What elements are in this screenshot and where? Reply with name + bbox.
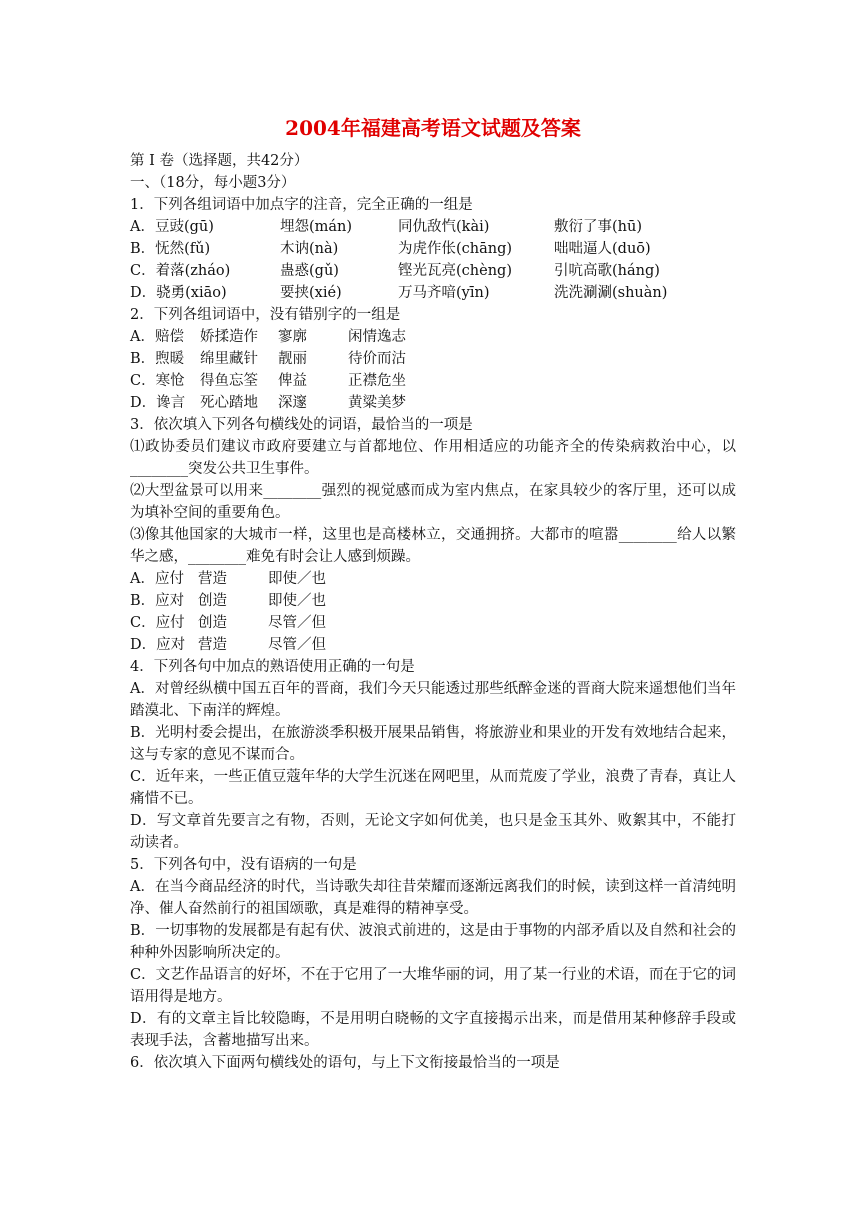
q2-option-row: A．赔偿 娇揉造作 寥廓 闲情逸志 — [130, 329, 406, 345]
q2-option-row: D．谗言 死心踏地 深邃 黄粱美梦 — [130, 395, 406, 411]
q3-sentence-1: ⑴政协委员们建议市政府要建立与首都地位、作用相适应的功能齐全的传染病救治中心，以________突发公共卫生事件。 — [130, 439, 736, 477]
q1-option-row: A．豆豉(gū) 埋怨(mán) 同仇敌忾(kài) 敷衍了事(hū) — [130, 219, 642, 235]
q4-option-c: C．近年来，一些正值豆蔻年华的大学生沉迷在网吧里，从而荒废了学业，浪费了青春，真让人痛惜不已。 — [130, 769, 736, 807]
question-2: 2．下列各组词语中，没有错别字的一组是 — [130, 307, 401, 323]
question-1-options — [130, 216, 736, 304]
q3-sentence-3: ⑶像其他国家的大城市一样，这里也是高楼林立，交通拥挤。大都市的喧嚣________给人以繁华之感，________难免有时会让人感到烦躁。 — [130, 527, 736, 565]
q5-option-c: C．文艺作品语言的好坏，不在于它用了一大堆华丽的词，用了某一行业的术语，而在于它的词语用得是地方。 — [130, 967, 736, 1005]
question-4: 4．下列各句中加点的熟语使用正确的一句是 — [130, 659, 415, 675]
q5-option-b: B．一切事物的发展都是有起有伏、波浪式前进的，这是由于事物的内部矛盾以及自然和社会的种种外因影响所决定的。 — [130, 923, 736, 961]
q2-option-row: C．寒怆 得鱼忘筌 俾益 正襟危坐 — [130, 373, 406, 389]
question-3: 3．依次填入下列各句横线处的词语，最恰当的一项是 — [130, 417, 473, 433]
q1-option-row: C．着落(zháo) 蛊惑(gǔ) 铿光瓦亮(chèng) 引吭高歌(háng) — [130, 263, 660, 279]
question-3-options — [130, 568, 736, 656]
q1-option-row: D．骁勇(xiāo) 要挟(xié) 万马齐喑(yīn) 洗洗涮涮(shuàn) — [130, 285, 668, 301]
q4-option-b: B．光明村委会提出，在旅游淡季积极开展果品销售，将旅游业和果业的开发有效地结合起来，这与专家的意见不谋而合。 — [130, 725, 736, 763]
question-1: 1．下列各组词语中加点字的注音，完全正确的一组是 — [130, 197, 473, 213]
question-2-options — [130, 326, 736, 414]
q3-sentence-2: ⑵大型盆景可以用来________强烈的视觉感而成为室内焦点，在家具较少的客厅里，还可以成为填补空间的重要角色。 — [130, 483, 736, 521]
document-page — [130, 112, 736, 1074]
q5-option-a: A．在当今商品经济的时代，当诗歌失却往昔荣耀而逐渐远离我们的时候，读到这样一首清纯明净、催人奋然前行的祖国颂歌，真是难得的精神享受。 — [130, 879, 736, 917]
volume-heading: 第 I 卷（选择题，共42分） — [130, 153, 309, 169]
document-title: 2004年福建高考语文试题及答案 — [285, 116, 581, 140]
q1-option-row: B．怃然(fǔ) 木讷(nà) 为虎作伥(chāng) 咄咄逼人(duō) — [130, 241, 651, 257]
q3-option-row: A．应付 营造 即使／也 — [130, 571, 326, 587]
q4-option-d: D．写文章首先要言之有物，否则，无论文字如何优美，也只是金玉其外、败絮其中，不能打动读者。 — [130, 813, 736, 851]
q5-option-d: D．有的文章主旨比较隐晦，不是用明白晓畅的文字直接揭示出来，而是借用某种修辞手段或表现手法，含蓄地描写出来。 — [130, 1011, 736, 1049]
question-6: 6．依次填入下面两句横线处的语句，与上下文衔接最恰当的一项是 — [130, 1055, 560, 1071]
question-5: 5．下列各句中，没有语病的一句是 — [130, 857, 357, 873]
q3-option-row: C．应付 创造 尽管／但 — [130, 615, 326, 631]
q4-option-a: A．对曾经纵横中国五百年的晋商，我们今天只能透过那些纸醉金迷的晋商大院来遥想他们当年踏漠北、下南洋的辉煌。 — [130, 681, 736, 719]
section-heading: 一、（18分，每小题3分） — [130, 175, 296, 191]
q3-option-row: D．应对 营造 尽管／但 — [130, 637, 326, 653]
q2-option-row: B．煦暖 绵里藏针 靓丽 待价而沽 — [130, 351, 406, 367]
q3-option-row: B．应对 创造 即使／也 — [130, 593, 326, 609]
